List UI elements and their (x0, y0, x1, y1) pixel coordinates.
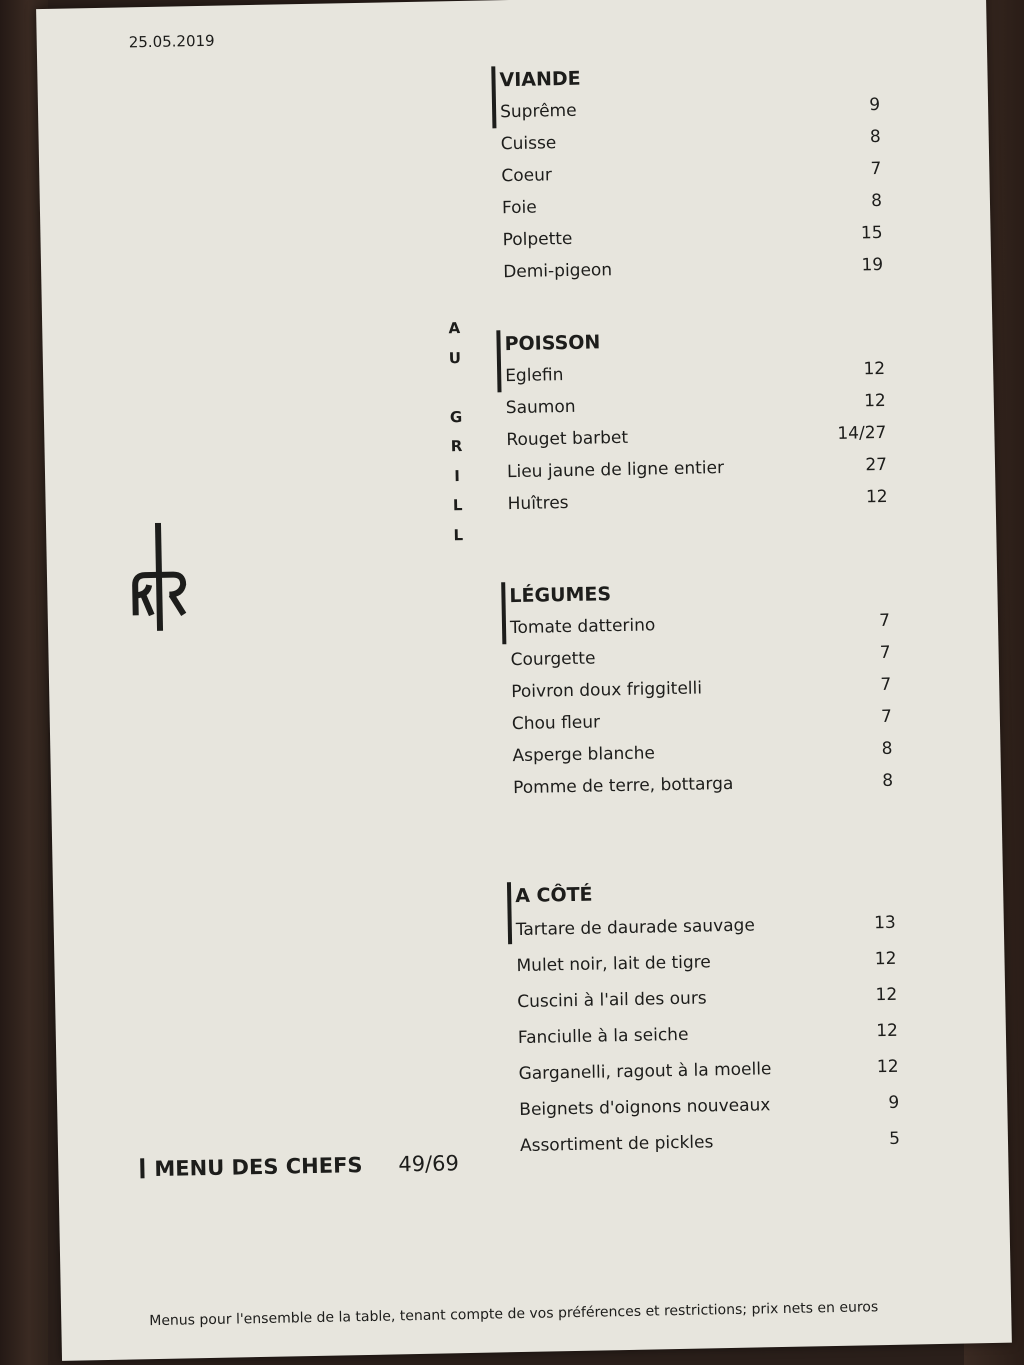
restaurant-logo-icon (130, 522, 188, 633)
item-price: 8 (882, 770, 894, 792)
item-price: 7 (879, 642, 891, 664)
menu-des-chefs-label: MENU DES CHEFS (154, 1153, 363, 1182)
section-marker (491, 66, 496, 128)
item-name: Tomate datterino (509, 615, 656, 639)
item-name: Coeur (501, 165, 553, 187)
item-name: Tartare de daurade sauvage (515, 915, 756, 941)
item-name: Rouget barbet (506, 427, 629, 451)
item-price: 7 (880, 674, 892, 696)
item-name: Eglefin (505, 365, 564, 387)
item-price: 12 (876, 1020, 899, 1042)
vertical-letter: L (452, 496, 463, 515)
footer-note: Menus pour l'ensemble de la table, tenant compte de vos préférences et restrictions; prix nets en euros (149, 1299, 879, 1330)
item-price: 8 (869, 126, 881, 148)
item-price: 15 (860, 222, 883, 244)
item-price: 8 (881, 738, 893, 760)
item-name: Poivron doux friggitelli (511, 678, 703, 703)
item-price: 12 (863, 390, 886, 412)
section-marker (507, 882, 512, 944)
section-viande (499, 57, 883, 288)
menu-item (520, 1121, 901, 1164)
section-marker (496, 330, 501, 392)
vertical-letter: I (454, 466, 461, 485)
item-price: 8 (870, 190, 883, 212)
item-name: Demi-pigeon (503, 260, 613, 283)
menu-des-chefs-price: 49/69 (398, 1151, 460, 1177)
item-price: 12 (863, 358, 886, 380)
menu-des-chefs (140, 1151, 460, 1182)
vertical-letter: R (450, 437, 463, 456)
menu-item (503, 249, 884, 288)
item-name: Suprême (499, 100, 577, 123)
menu-item (507, 481, 888, 520)
item-price: 9 (869, 94, 881, 116)
item-name: Lieu jaune de ligne entier (506, 457, 725, 483)
vertical-label-au-grill (444, 319, 469, 555)
section-title: A CÔTÉ (514, 883, 593, 908)
vertical-letter: A (448, 319, 461, 338)
section-poisson (504, 321, 888, 520)
item-name: Pomme de terre, bottarga (512, 773, 734, 799)
section-title: VIANDE (499, 67, 581, 92)
item-price: 7 (870, 158, 882, 180)
item-name: Asperge blanche (512, 743, 656, 767)
item-name: Polpette (502, 228, 573, 251)
item-price: 12 (874, 948, 897, 970)
section-legumes (509, 573, 893, 804)
menu-item (513, 765, 894, 804)
vertical-letter (445, 378, 466, 408)
item-name: Cuisse (500, 133, 557, 155)
item-price: 13 (873, 912, 896, 934)
vertical-letter: L (453, 525, 464, 544)
item-price: 5 (888, 1128, 901, 1149)
item-name: Assortiment de pickles (519, 1132, 714, 1157)
item-price: 27 (865, 454, 888, 476)
item-price: 12 (876, 1056, 899, 1078)
item-name: Mulet noir, lait de tigre (516, 952, 711, 977)
item-name: Garganelli, ragout à la moelle (518, 1059, 772, 1085)
item-price: 12 (865, 486, 888, 508)
item-price: 12 (875, 984, 898, 1006)
menu-date: 25.05.2019 (128, 31, 215, 52)
item-price: 14/27 (837, 422, 887, 444)
vertical-letter: U (448, 348, 462, 367)
menu-card (36, 0, 1012, 1361)
item-name: Courgette (510, 648, 596, 671)
section-title: LÉGUMES (509, 583, 612, 608)
section-marker (140, 1158, 144, 1178)
item-name: Foie (501, 197, 537, 219)
item-name: Beignets d'oignons nouveaux (519, 1095, 771, 1121)
item-price: 7 (880, 706, 893, 728)
item-name: Cuscini à l'ail des ours (517, 988, 707, 1013)
section-marker (501, 582, 506, 644)
item-name: Chou fleur (511, 712, 601, 735)
item-price: 19 (861, 254, 884, 276)
section-a-cote (515, 873, 900, 1164)
section-title: POISSON (504, 331, 601, 356)
vertical-letter: G (449, 407, 463, 426)
item-name: Fanciulle à la seiche (517, 1024, 689, 1049)
item-name: Huîtres (507, 492, 569, 515)
item-name: Saumon (505, 396, 576, 419)
item-price: 7 (878, 610, 891, 632)
item-price: 9 (888, 1092, 900, 1113)
